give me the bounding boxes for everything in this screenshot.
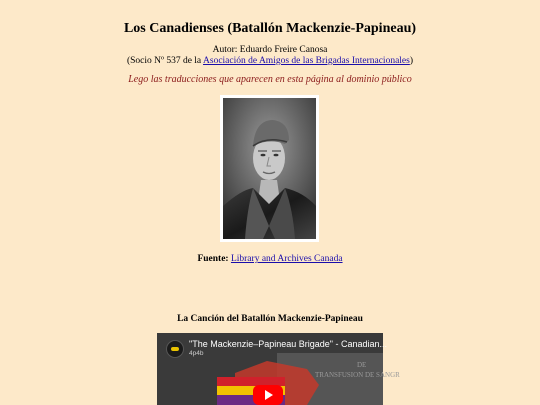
author-line: Autor: Eduardo Freire Canosa [212,45,328,55]
membership-prefix: (Socio Nº 537 de la [126,56,204,66]
channel-avatar[interactable] [166,340,184,358]
soldier-photo-frame [220,95,319,242]
membership-line [0,56,540,66]
page-title: Los Canadienses (Batallón Mackenzie-Papineau) [123,21,417,36]
song-heading: La Canción del Batallón Mackenzie-Papineau [177,314,363,324]
membership-suffix: ) [409,56,414,66]
soldier-photo [223,98,316,239]
video-title[interactable]: "The Mackenzie–Papineau Brigade" - Canadian... [189,339,388,349]
thumbnail-text-line-2: TRANSFUSION DE SANGR [315,371,400,379]
source-link[interactable]: Library and Archives Canada [230,254,343,264]
photo-source-line [0,254,540,264]
youtube-embed[interactable] [157,333,400,405]
play-button-icon[interactable] [253,385,283,405]
association-link[interactable]: Asociación de Amigos de las Brigadas Internacionales [203,56,410,66]
source-label: Fuente: [197,254,229,264]
video-channel[interactable]: 4p4b [189,350,204,357]
thumbnail-text-line-1: DE [357,361,367,369]
public-domain-notice: Lego las traducciones que aparecen en esta página al dominio público [128,74,412,85]
